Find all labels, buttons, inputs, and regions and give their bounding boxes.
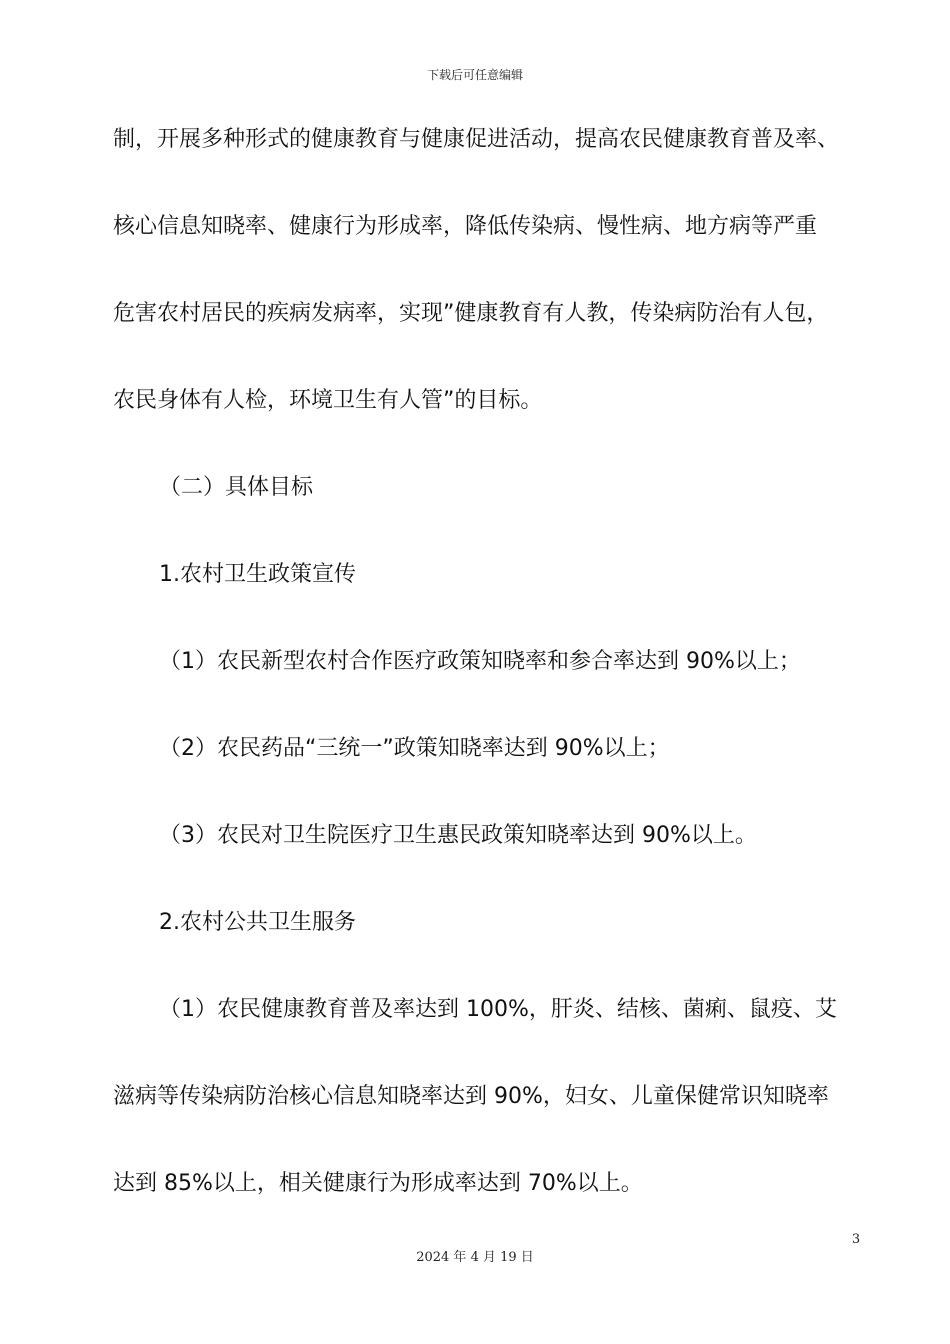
paragraph-line: 制，开展多种形式的健康教育与健康促进活动，提高农民健康教育普及率、 <box>113 127 840 152</box>
page-number: 3 <box>851 1232 861 1247</box>
section-heading: （二）具体目标 <box>159 475 314 500</box>
paragraph-line: 农民身体有人检，环境卫生有人管”的目标。 <box>113 388 543 413</box>
paragraph-line: 达到 85%以上，相关健康行为形成率达到 70%以上。 <box>113 1171 643 1196</box>
list-item: （1）农民新型农村合作医疗政策知晓率和参合率达到 90%以上； <box>159 649 801 674</box>
list-item: （1）农民健康教育普及率达到 100%，肝炎、结核、菌痢、鼠疫、艾 <box>159 997 837 1022</box>
header-note: 下载后可任意编辑 <box>426 68 523 82</box>
list-item: （2）农民药品“三统一”政策知晓率达到 90%以上； <box>159 736 670 761</box>
paragraph-line: 危害农村居民的疾病发病率，实现”健康教育有人教，传染病防治有人包， <box>113 301 829 326</box>
paragraph-line: 核心信息知晓率、健康行为形成率，降低传染病、慢性病、地方病等严重 <box>113 214 818 239</box>
paragraph-line: 滋病等传染病防治核心信息知晓率达到 90%，妇女、儿童保健常识知晓率 <box>113 1084 829 1109</box>
body-text <box>113 117 873 1248</box>
subsection-heading: 1.农村卫生政策宣传 <box>159 562 356 587</box>
list-item: （3）农民对卫生院医疗卫生惠民政策知晓率达到 90%以上。 <box>159 823 757 848</box>
footer-date: 2024 年 4 月 19 日 <box>416 1250 534 1265</box>
subsection-heading: 2.农村公共卫生服务 <box>159 910 356 935</box>
